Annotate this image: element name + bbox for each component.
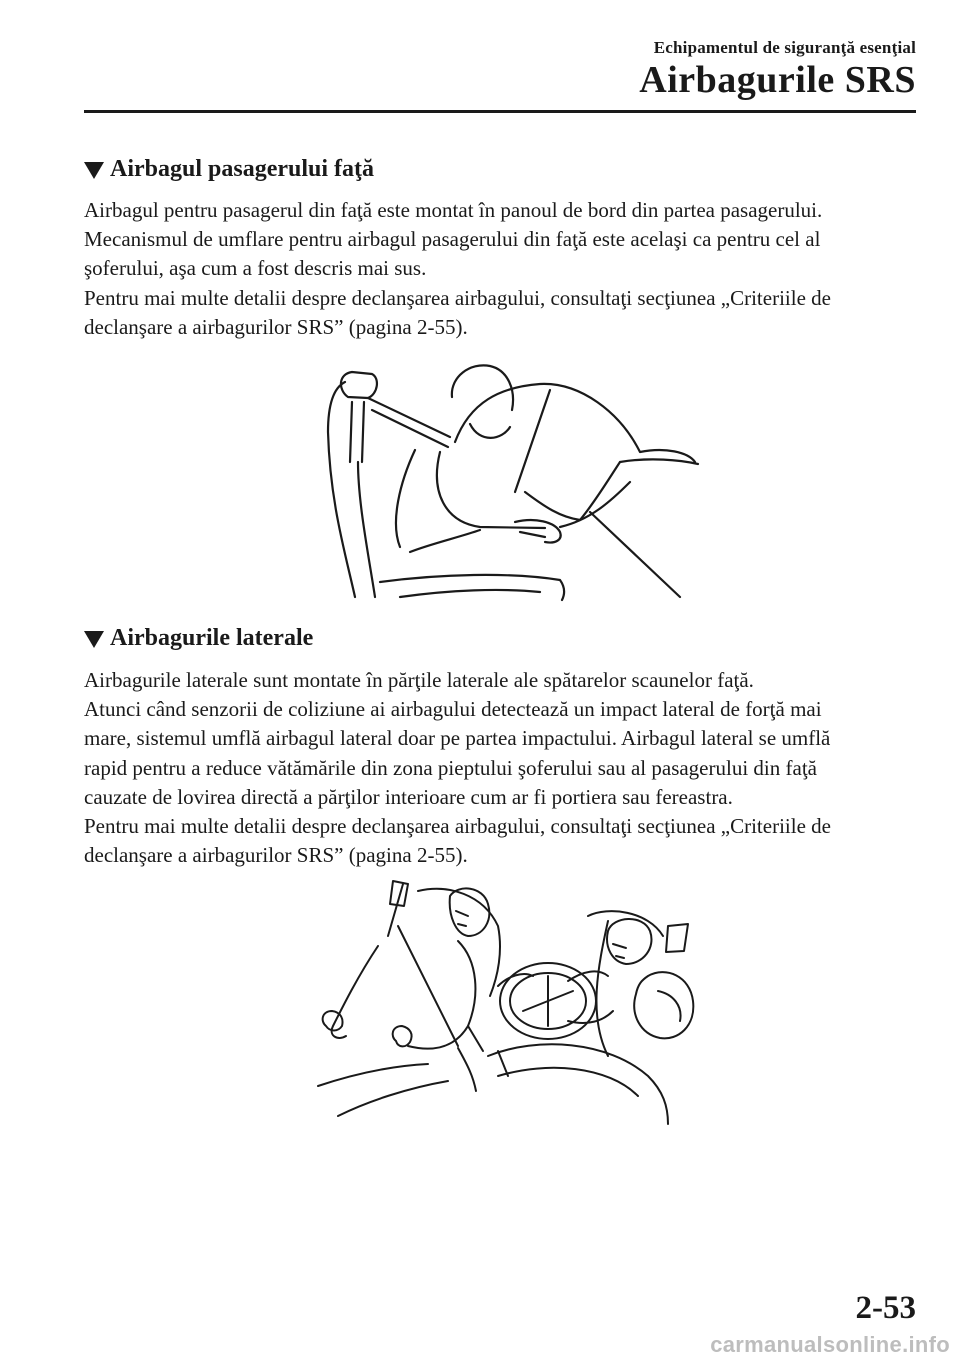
body-line: Mecanismul de umflare pentru airbagul pasagerului din faţă este acelaşi ca pentru cel al xyxy=(84,227,821,252)
body-line: Airbagurile laterale sunt montate în părţile laterale ale spătarelor scaunelor faţă. xyxy=(84,668,754,692)
triangle-bullet-icon xyxy=(84,162,104,179)
watermark: carmanualsonline.info xyxy=(710,1332,950,1357)
page-number: 2-53 xyxy=(855,1290,916,1326)
section-heading-passenger-airbag xyxy=(84,156,374,183)
body-line: cauzate de lovirea directă a părţilor interioare cum ar fi portiera sau fereastra. xyxy=(84,784,733,809)
section-body-passenger-airbag xyxy=(84,196,924,342)
triangle-bullet-icon xyxy=(84,631,104,648)
body-line: şoferului, aşa cum a fost descris mai sus. xyxy=(84,256,427,281)
body-line: declanşare a airbagurilor SRS” (pagina 2-55). xyxy=(84,843,468,868)
section-body-side-airbags xyxy=(84,666,924,870)
page-title: Airbagurile SRS xyxy=(639,59,916,101)
body-line: declanşare a airbagurilor SRS” (pagina 2-55). xyxy=(84,314,468,339)
section-heading-text: Airbagul pasagerului faţă xyxy=(110,156,375,182)
body-line: Airbagul pentru pasagerul din faţă este montat în panoul de bord din partea pasagerului. xyxy=(84,198,823,222)
section-label: Echipamentul de siguranţă esenţial xyxy=(653,38,916,57)
body-line: Pentru mai multe detalii despre declanşarea airbagului, consultaţi secţiunea „Criteriile de xyxy=(84,285,831,310)
body-line: mare, sistemul umflă airbagul lateral doar pe partea impactului. Airbagul lateral se umflă xyxy=(84,726,831,751)
side-airbags-illustration xyxy=(308,876,708,1126)
section-heading-side-airbags xyxy=(84,625,313,652)
section-heading-text: Airbagurile laterale xyxy=(110,625,314,651)
body-line: Pentru mai multe detalii despre declanşarea airbagului, consultaţi secţiunea „Criteriile de xyxy=(84,814,831,839)
body-line: Atunci când senzorii de coliziune ai airbagului detectează un impact lateral de forţă mai xyxy=(84,697,822,722)
passenger-airbag-illustration xyxy=(320,352,700,602)
header-divider xyxy=(84,110,916,113)
body-line: rapid pentru a reduce vătămările din zona pieptului şoferului sau al pasagerului din faţă xyxy=(84,755,817,780)
